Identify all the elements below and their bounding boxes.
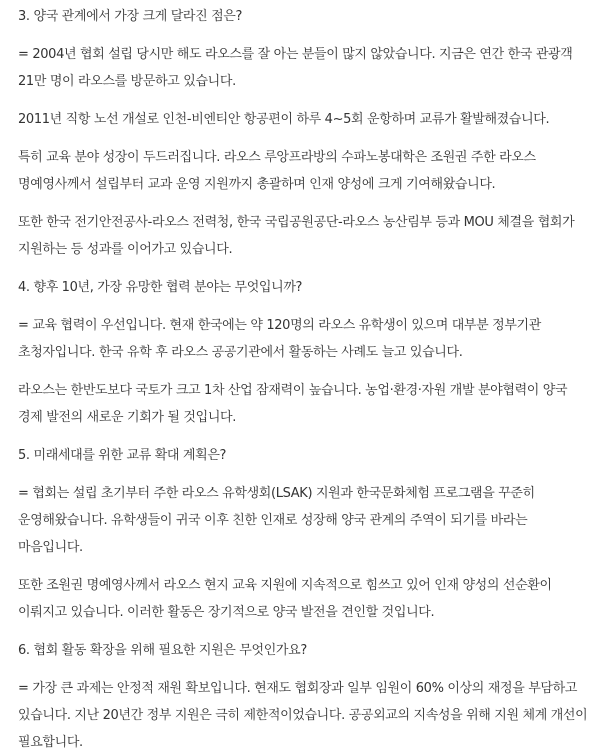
answer-5-paragraph-2: 또한 조원권 명예영사께서 라오스 현지 교육 지원에 지속적으로 힘쓰고 있어 인재 양성의 선순환이 이뤄지고 있습니다. 이러한 활동은 장기적으로 양국 발전을 견인할 것입니다. [18, 578, 552, 620]
question-6-heading: 6. 협회 활동 확장을 위해 필요한 지원은 무엇인가요? [18, 643, 307, 658]
question-5-heading: 5. 미래세대를 위한 교류 확대 계획은? [18, 448, 227, 463]
answer-3-paragraph-3: 특히 교육 분야 성장이 두드러집니다. 라오스 루앙프라방의 수파노봉대학은 조원권 주한 라오스 명예영사께서 설립부터 교과 운영 지원까지 총괄하며 인재 양성에 크게 기여해왔습니다. [18, 150, 536, 192]
question-3-heading: 3. 양국 관계에서 가장 크게 달라진 점은? [18, 9, 243, 24]
question-4-heading: 4. 향후 10년, 가장 유망한 협력 분야는 무엇입니까? [18, 280, 303, 295]
answer-3-paragraph-2: 2011년 직항 노선 개설로 인천-비엔티안 항공편이 하루 4~5회 운항하며 교류가 활발해졌습니다. [18, 112, 550, 127]
answer-6-paragraph-1: = 가장 큰 과제는 안정적 재원 확보입니다. 현재도 협회장과 일부 임원이 60% 이상의 재정을 부담하고 있습니다. 지난 20년간 정부 지원은 극히 제한적이었습니다. 공공외교의 지속성을 위해 지원 체계 개선이 필요합니다. [18, 681, 588, 750]
answer-3-paragraph-1: = 2004년 협회 설립 당시만 해도 라오스를 잘 아는 분들이 많지 않았습니다. 지금은 연간 한국 관광객 21만 명이 라오스를 방문하고 있습니다. [18, 47, 573, 89]
answer-5-paragraph-1: = 협회는 설립 초기부터 주한 라오스 유학생회(LSAK) 지원과 한국문화체험 프로그램을 꾸준히 운영해왔습니다. 유학생들이 귀국 이후 친한 인재로 성장해 양국 관계의 주역이 되기를 바라는 마음입니다. [18, 486, 535, 555]
answer-3-paragraph-4: 또한 한국 전기안전공사-라오스 전력청, 한국 국립공원공단-라오스 농산림부 등과 MOU 체결을 협회가 지원하는 등 성과를 이어가고 있습니다. [18, 215, 575, 257]
answer-4-paragraph-2: 라오스는 한반도보다 국토가 크고 1차 산업 잠재력이 높습니다. 농업·환경·자원 개발 분야협력이 양국 경제 발전의 새로운 기회가 될 것입니다. [18, 383, 568, 425]
answer-4-paragraph-1: = 교육 협력이 우선입니다. 현재 한국에는 약 120명의 라오스 유학생이 있으며 대부분 정부기관 초청자입니다. 한국 유학 후 라오스 공공기관에서 활동하는 사례도 늘고 있습니다. [18, 318, 541, 360]
